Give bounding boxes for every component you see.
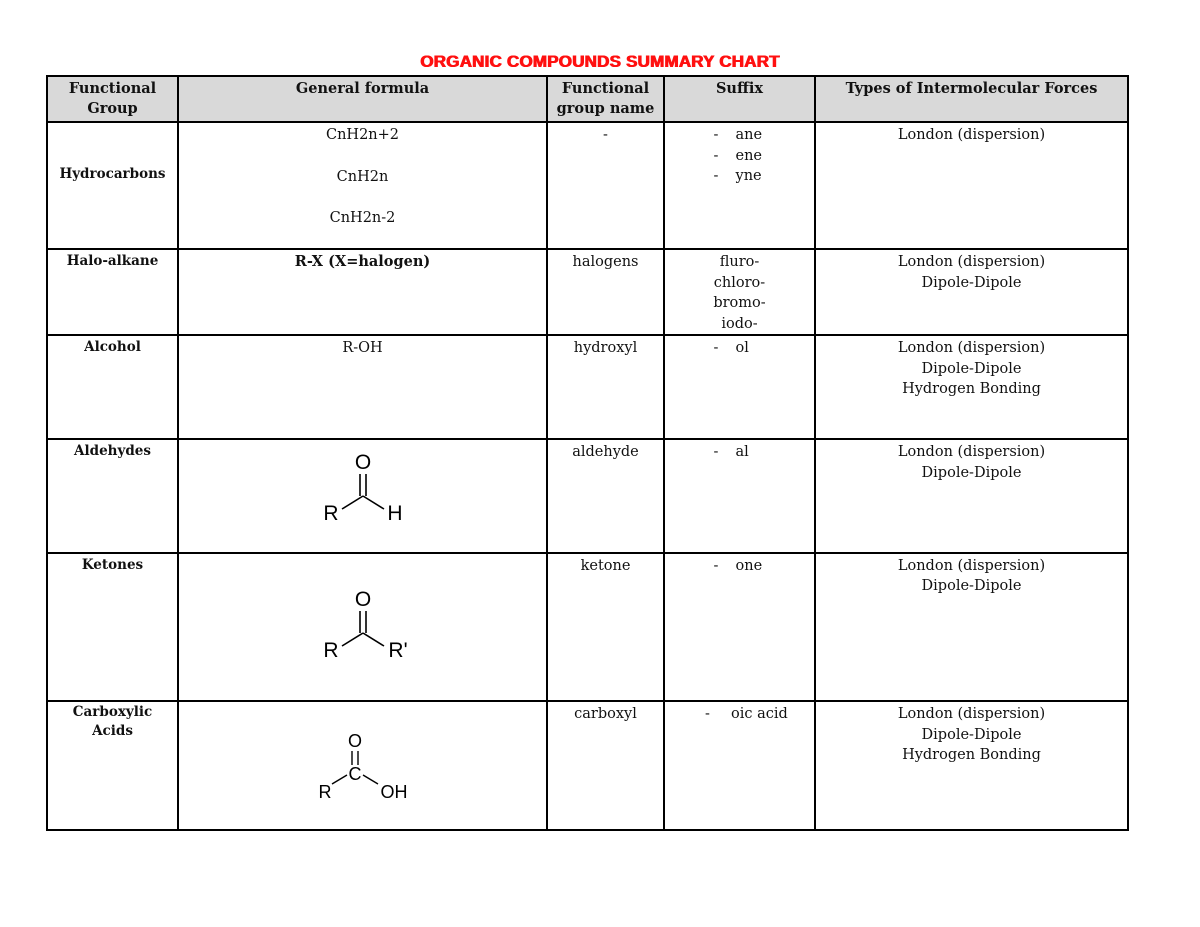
- r-group-label: R: [323, 638, 339, 662]
- suffix-text: ene: [735, 147, 763, 164]
- formula-cell: [178, 249, 547, 335]
- prefix-item: bromo-: [713, 295, 766, 311]
- forces-cell: [815, 553, 1128, 702]
- formula-text: CnH2n+2: [325, 127, 400, 143]
- hydrogen-atom-label: H: [387, 502, 403, 525]
- table-row: [47, 553, 1128, 702]
- suffix-text: al: [735, 444, 749, 460]
- force-item: Dipole-Dipole: [921, 274, 1022, 291]
- force-item: London (dispersion): [897, 127, 1046, 143]
- formula-text: CnH2n-2: [329, 210, 396, 226]
- suffix-text: yne: [735, 168, 762, 184]
- suffix-text: oic acid: [731, 706, 788, 722]
- header-general-formula: General formula: [178, 76, 547, 122]
- suffix-item: [665, 146, 814, 167]
- suffix-dash: -: [713, 168, 719, 184]
- suffix-dash: -: [705, 706, 710, 722]
- header-line: Group: [87, 100, 138, 117]
- group-cell: [47, 249, 178, 335]
- formula-text: CnH2n: [336, 168, 389, 185]
- group-name-cell: [547, 335, 664, 439]
- force-item: Dipole-Dipole: [921, 578, 1022, 594]
- prefix-item: chloro-: [713, 274, 766, 291]
- suffix-dash: -: [713, 557, 719, 574]
- suffix-dash: -: [713, 444, 719, 460]
- suffix-dash: -: [713, 147, 719, 164]
- force-item: Hydrogen Bonding: [902, 747, 1041, 763]
- force-item: London (dispersion): [897, 340, 1046, 356]
- header-group-name: [547, 76, 664, 122]
- ketone-structure: [179, 554, 544, 694]
- table-row: [47, 439, 1128, 553]
- header-row: [47, 76, 1128, 122]
- group-label: Alcohol: [84, 339, 141, 355]
- carbon-atom-label: C: [348, 764, 362, 784]
- group-name-cell: [547, 249, 664, 335]
- carboxyl-structure: [179, 702, 544, 822]
- group-label: Carboxylic: [72, 704, 153, 720]
- header-line: Functional: [561, 80, 650, 97]
- formula-text: R-X (X=halogen): [294, 253, 431, 270]
- formula-text: R-OH: [342, 340, 383, 356]
- bond-line: [332, 775, 347, 784]
- header-line: Functional: [68, 80, 157, 97]
- force-item: London (dispersion): [897, 706, 1046, 722]
- table-row: [47, 335, 1128, 439]
- r-group-label: R: [318, 782, 332, 802]
- header-line: group name: [556, 100, 655, 117]
- forces-cell: [815, 439, 1128, 553]
- suffix-cell: [664, 122, 815, 249]
- suffix-item: [665, 166, 814, 187]
- group-name: carboxyl: [574, 706, 637, 722]
- force-item: Dipole-Dipole: [921, 726, 1022, 743]
- group-name-cell: [547, 701, 664, 830]
- group-cell: [47, 701, 178, 830]
- r-prime-group-label: R': [388, 638, 408, 662]
- prefix-item: fluro-: [719, 254, 760, 270]
- group-label: Ketones: [81, 556, 144, 573]
- group-name-cell: [547, 553, 664, 702]
- header-functional-group: [47, 76, 178, 122]
- suffix-item: [665, 556, 814, 577]
- group-name: hydroxyl: [573, 340, 638, 356]
- forces-cell: [815, 249, 1128, 335]
- r-group-label: R: [323, 502, 339, 525]
- group-label: Halo-alkane: [66, 253, 159, 269]
- force-item: London (dispersion): [897, 254, 1046, 270]
- group-name: aldehyde: [572, 444, 639, 460]
- table-row: [47, 249, 1128, 335]
- group-name: ketone: [580, 557, 631, 574]
- suffix-cell: [664, 439, 815, 553]
- suffix-item: [665, 125, 814, 146]
- formula-cell: [178, 335, 547, 439]
- group-cell: [47, 553, 178, 702]
- formula-cell: [178, 701, 547, 830]
- header-forces: Types of Intermolecular Forces: [815, 76, 1128, 122]
- group-name-cell: [547, 122, 664, 249]
- header-suffix: Suffix: [664, 76, 815, 122]
- page-title: ORGANIC COMPOUNDS SUMMARY CHART: [420, 52, 780, 71]
- bond-line: [363, 496, 384, 509]
- bond-line: [363, 633, 384, 646]
- bond-line: [342, 633, 363, 646]
- group-label: Hydrocarbons: [59, 166, 166, 183]
- force-item: Dipole-Dipole: [921, 360, 1022, 377]
- suffix-dash: -: [713, 127, 719, 143]
- suffix-cell: [664, 701, 815, 830]
- table-row: [47, 701, 1128, 830]
- prefix-cell: [664, 249, 815, 335]
- suffix-item: [665, 704, 814, 725]
- suffix-text: ane: [735, 127, 763, 143]
- force-item: Dipole-Dipole: [921, 464, 1022, 481]
- group-cell: [47, 439, 178, 553]
- group-name: halogens: [572, 254, 639, 270]
- prefix-item: iodo-: [721, 315, 758, 332]
- group-name: -: [603, 127, 608, 143]
- formula-cell: [178, 439, 547, 553]
- group-label: Acids: [92, 723, 133, 739]
- summary-table: [46, 75, 1129, 831]
- oxygen-atom-label: O: [347, 731, 363, 751]
- suffix-dash: -: [713, 340, 719, 356]
- hydroxyl-group-label: OH: [380, 782, 408, 802]
- formula-cell: [178, 122, 547, 249]
- suffix-text: ol: [735, 340, 749, 356]
- suffix-item: [665, 442, 814, 463]
- oxygen-atom-label: O: [354, 451, 372, 474]
- bond-line: [342, 496, 363, 509]
- aldehyde-structure: [179, 440, 544, 545]
- group-name-cell: [547, 439, 664, 553]
- table-row: [47, 122, 1128, 249]
- suffix-text: one: [735, 557, 763, 574]
- suffix-cell: [664, 553, 815, 702]
- forces-cell: [815, 335, 1128, 439]
- forces-cell: [815, 701, 1128, 830]
- bond-line: [363, 775, 378, 784]
- suffix-item: [665, 338, 814, 359]
- oxygen-atom-label: O: [354, 587, 372, 611]
- formula-cell: [178, 553, 547, 702]
- forces-cell: [815, 122, 1128, 249]
- force-item: London (dispersion): [897, 444, 1046, 460]
- group-cell: [47, 122, 178, 249]
- force-item: London (dispersion): [897, 557, 1046, 574]
- force-item: Hydrogen Bonding: [902, 381, 1041, 397]
- group-cell: [47, 335, 178, 439]
- group-label: Aldehydes: [74, 443, 151, 459]
- suffix-cell: [664, 335, 815, 439]
